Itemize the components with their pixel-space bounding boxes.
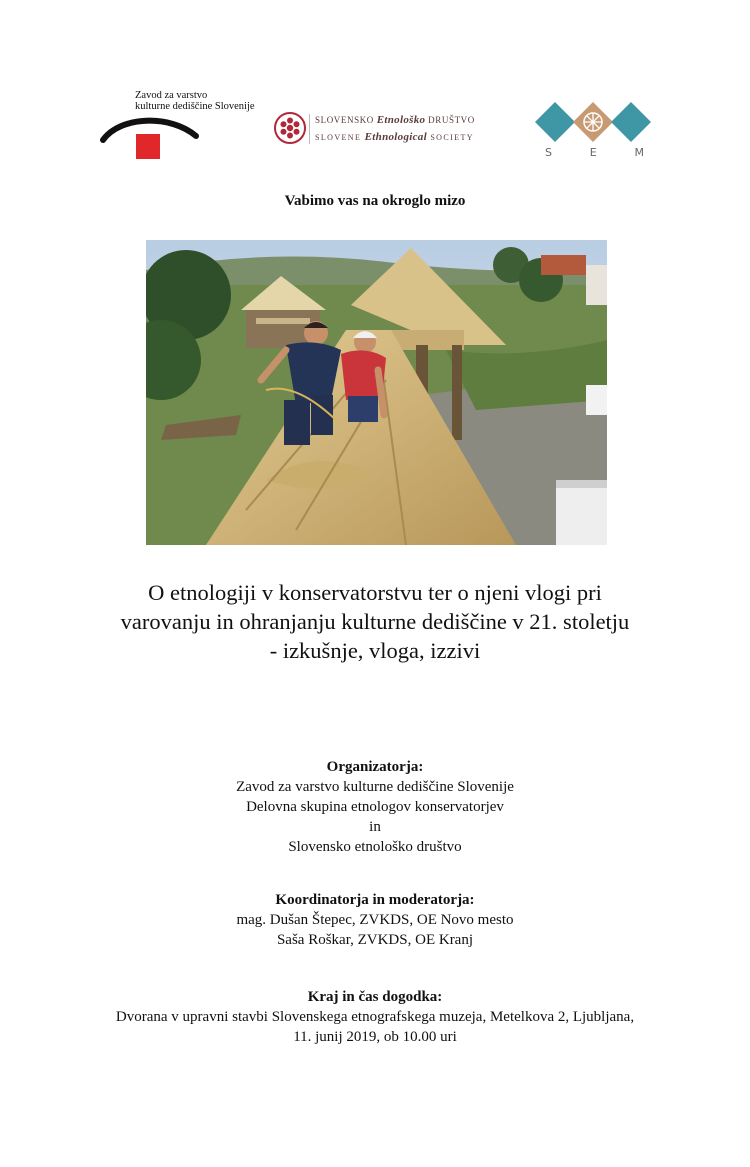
sem-diamonds-icon xyxy=(533,100,653,146)
organizer-line: in xyxy=(369,819,381,835)
zvkds-logo-line2: kulturne dediščine Slovenije xyxy=(135,101,255,112)
sem-letter: E xyxy=(589,146,598,159)
headline xyxy=(40,578,710,665)
organizers-heading: Organizatorja: xyxy=(326,759,424,775)
sem-logo xyxy=(533,100,653,164)
venue-line: 11. junij 2019, ob 10.00 uri xyxy=(293,1029,457,1045)
coordinators-block xyxy=(20,890,730,950)
invitation-line: Vabimo vas na okroglo mizo xyxy=(284,193,466,209)
venue-block xyxy=(20,987,730,1047)
venue-line: Dvorana v upravni stavbi Slovenskega etnografskega muzeja, Metelkova 2, Ljubljana, xyxy=(115,1009,635,1025)
sed-logo-line2: SLOVENE Ethnological SOCIETY xyxy=(315,131,474,143)
sed-logo-divider xyxy=(309,114,310,144)
organizer-line: Slovensko etnološko društvo xyxy=(288,839,462,855)
sed-logo xyxy=(274,110,519,150)
headline-line: - izkušnje, vloga, izzivi xyxy=(269,638,481,663)
sem-letter: M xyxy=(634,146,645,159)
organizers-block xyxy=(20,757,730,857)
sed-logo-line1: SLOVENSKO Etnološko DRUŠTVO xyxy=(315,114,475,126)
coordinator-line: mag. Dušan Štepec, ZVKDS, OE Novo mesto xyxy=(236,912,514,928)
sem-logo-letters xyxy=(545,146,645,159)
sed-rosette-icon xyxy=(274,112,306,144)
headline-line: O etnologiji v konservatorstvu ter o njeni vlogi pri xyxy=(148,580,602,605)
zvkds-logo xyxy=(100,88,265,164)
zvkds-logo-line1: Zavod za varstvo xyxy=(135,90,208,101)
sem-letter: S xyxy=(545,146,553,159)
zvkds-emblem-icon xyxy=(100,114,200,162)
venue-heading: Kraj in čas dogodka: xyxy=(307,989,443,1005)
organizer-line: Zavod za varstvo kulturne dediščine Slovenije xyxy=(236,779,514,795)
coordinators-heading: Koordinatorja in moderatorja: xyxy=(275,892,475,908)
organizer-line: Delovna skupina etnologov konservatorjev xyxy=(246,799,504,815)
thatching-scene-icon xyxy=(146,240,607,545)
headline-line: varovanju in ohranjanju kulturne dediščine v 21. stoletju xyxy=(120,609,630,634)
coordinator-line: Saša Roškar, ZVKDS, OE Kranj xyxy=(276,932,474,948)
thatched-roof-photo xyxy=(146,240,607,545)
